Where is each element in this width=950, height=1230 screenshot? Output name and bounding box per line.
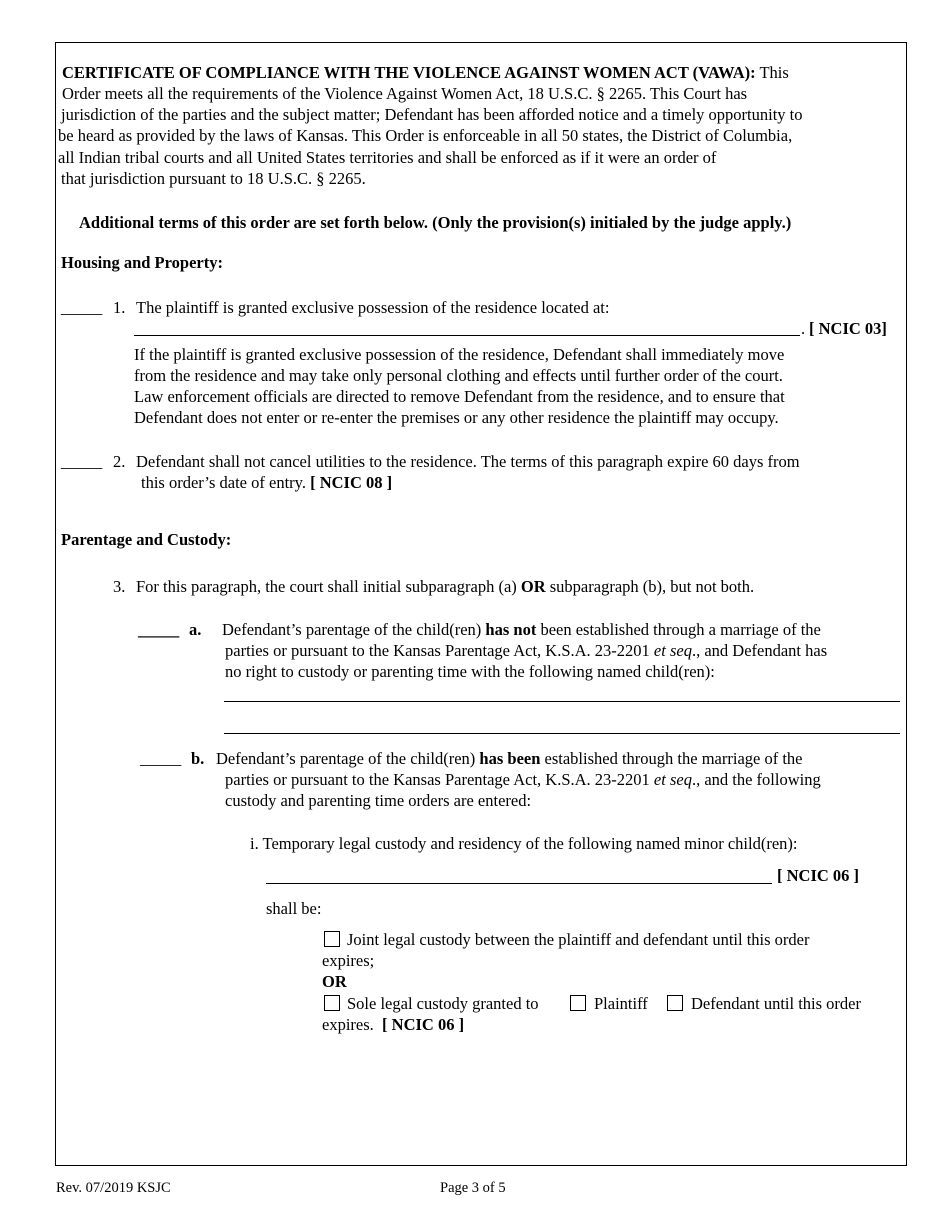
joint-custody-checkbox[interactable] xyxy=(324,931,340,947)
vawa-line-1: CERTIFICATE OF COMPLIANCE WITH THE VIOLENCE AGAINST WOMEN ACT (VAWA): This xyxy=(62,63,789,82)
revision-label: Rev. 07/2019 KSJC xyxy=(56,1180,171,1196)
plaintiff-checkbox[interactable] xyxy=(570,995,586,1011)
item1-para-2: from the residence and may take only personal clothing and effects until further order of the court. xyxy=(134,366,783,385)
defendant-label: Defendant until this order xyxy=(691,994,861,1013)
joint-custody-line-2: expires; xyxy=(322,951,375,970)
sole-custody-text: Sole legal custody granted to xyxy=(347,994,539,1013)
item2-initial-blank[interactable]: _____ xyxy=(61,452,103,471)
item3-number: 3. xyxy=(113,577,126,596)
item1-number: 1. xyxy=(113,298,126,317)
sub-b-line-2: parties or pursuant to the Kansas Parentage Act, K.S.A. 23-2201 et seq., and the following xyxy=(225,770,821,789)
item2-number: 2. xyxy=(113,452,126,471)
item2-line-1: Defendant shall not cancel utilities to the residence. The terms of this paragraph expire 60 days from xyxy=(136,452,800,471)
item1-period: . xyxy=(801,319,806,338)
vawa-heading: CERTIFICATE OF COMPLIANCE WITH THE VIOLENCE AGAINST WOMEN ACT (VAWA): xyxy=(62,63,756,82)
sub-b-line-1: Defendant’s parentage of the child(ren) has been established through the marriage of the xyxy=(216,749,803,768)
shall-be: shall be: xyxy=(266,899,322,918)
item3-text: For this paragraph, the court shall initial subparagraph (a) OR subparagraph (b), but not both. xyxy=(136,577,755,596)
vawa-line-5: all Indian tribal courts and all United States territories and shall be enforced as if it were an order of xyxy=(58,148,717,167)
sub-a-children-line-1[interactable] xyxy=(224,701,900,702)
vawa-line-4: be heard as provided by the laws of Kansas. This Order is enforceable in all 50 states, the District of Columbia, xyxy=(58,126,793,145)
parentage-heading: Parentage and Custody: xyxy=(61,530,232,549)
item1-initial-blank[interactable]: _____ xyxy=(61,298,103,317)
sole-custody-line-2: expires. [ NCIC 06 ] xyxy=(322,1015,465,1034)
residence-address-line[interactable] xyxy=(134,335,800,336)
sub-i-text: i. Temporary legal custody and residency of the following named minor child(ren): xyxy=(250,834,798,853)
sub-a-line-2: parties or pursuant to the Kansas Parentage Act, K.S.A. 23-2201 et seq., and Defendant has xyxy=(225,641,828,660)
housing-heading: Housing and Property: xyxy=(61,253,223,272)
ncic-09: [ NCIC 06 ] xyxy=(777,866,860,885)
joint-custody-line-1: Joint legal custody between the plaintiff and defendant until this order xyxy=(347,930,810,949)
sub-a-line-1: Defendant’s parentage of the child(ren) has not been established through a marriage of the xyxy=(222,620,821,639)
item1-para-4: Defendant does not enter or re-enter the premises or any other residence the plaintiff may occupy. xyxy=(134,408,779,427)
sub-a-initial-blank[interactable]: _____ xyxy=(138,620,180,639)
vawa-line-6: that jurisdiction pursuant to 18 U.S.C. § 2265. xyxy=(61,169,366,188)
item1-para-1: If the plaintiff is granted exclusive possession of the residence, Defendant shall immediately move xyxy=(134,345,785,364)
sub-b-line-3: custody and parenting time orders are entered: xyxy=(225,791,532,810)
page-number: Page 3 of 5 xyxy=(440,1180,506,1196)
vawa-line-3: jurisdiction of the parties and the subject matter; Defendant has been afforded notice and a timely opportunity to xyxy=(61,105,803,124)
sub-a-line-3: no right to custody or parenting time with the following named child(ren): xyxy=(225,662,715,681)
ncic-08: [ NCIC 08 ] xyxy=(310,473,393,492)
sub-b-label: b. xyxy=(191,749,205,768)
defendant-checkbox[interactable] xyxy=(667,995,683,1011)
plaintiff-label: Plaintiff xyxy=(594,994,648,1013)
item1-text: The plaintiff is granted exclusive possession of the residence located at: xyxy=(136,298,610,317)
minor-children-line[interactable] xyxy=(266,883,772,884)
ncic-03: [ NCIC 03] xyxy=(809,319,887,338)
sub-a-label: a. xyxy=(189,620,202,639)
item2-line-2: this order’s date of entry. [ NCIC 08 ] xyxy=(141,473,393,492)
or-separator: OR xyxy=(322,972,347,991)
ncic-06: [ NCIC 06 ] xyxy=(382,1015,465,1034)
sole-custody-checkbox[interactable] xyxy=(324,995,340,1011)
sub-a-children-line-2[interactable] xyxy=(224,733,900,734)
vawa-line-2: Order meets all the requirements of the Violence Against Women Act, 18 U.S.C. § 2265. This Court has xyxy=(62,84,748,103)
sub-b-initial-blank[interactable]: _____ xyxy=(140,749,182,768)
additional-terms: Additional terms of this order are set forth below. (Only the provision(s) initialed by the judge apply.) xyxy=(79,213,792,232)
item1-para-3: Law enforcement officials are directed to remove Defendant from the residence, and to ensure that xyxy=(134,387,785,406)
